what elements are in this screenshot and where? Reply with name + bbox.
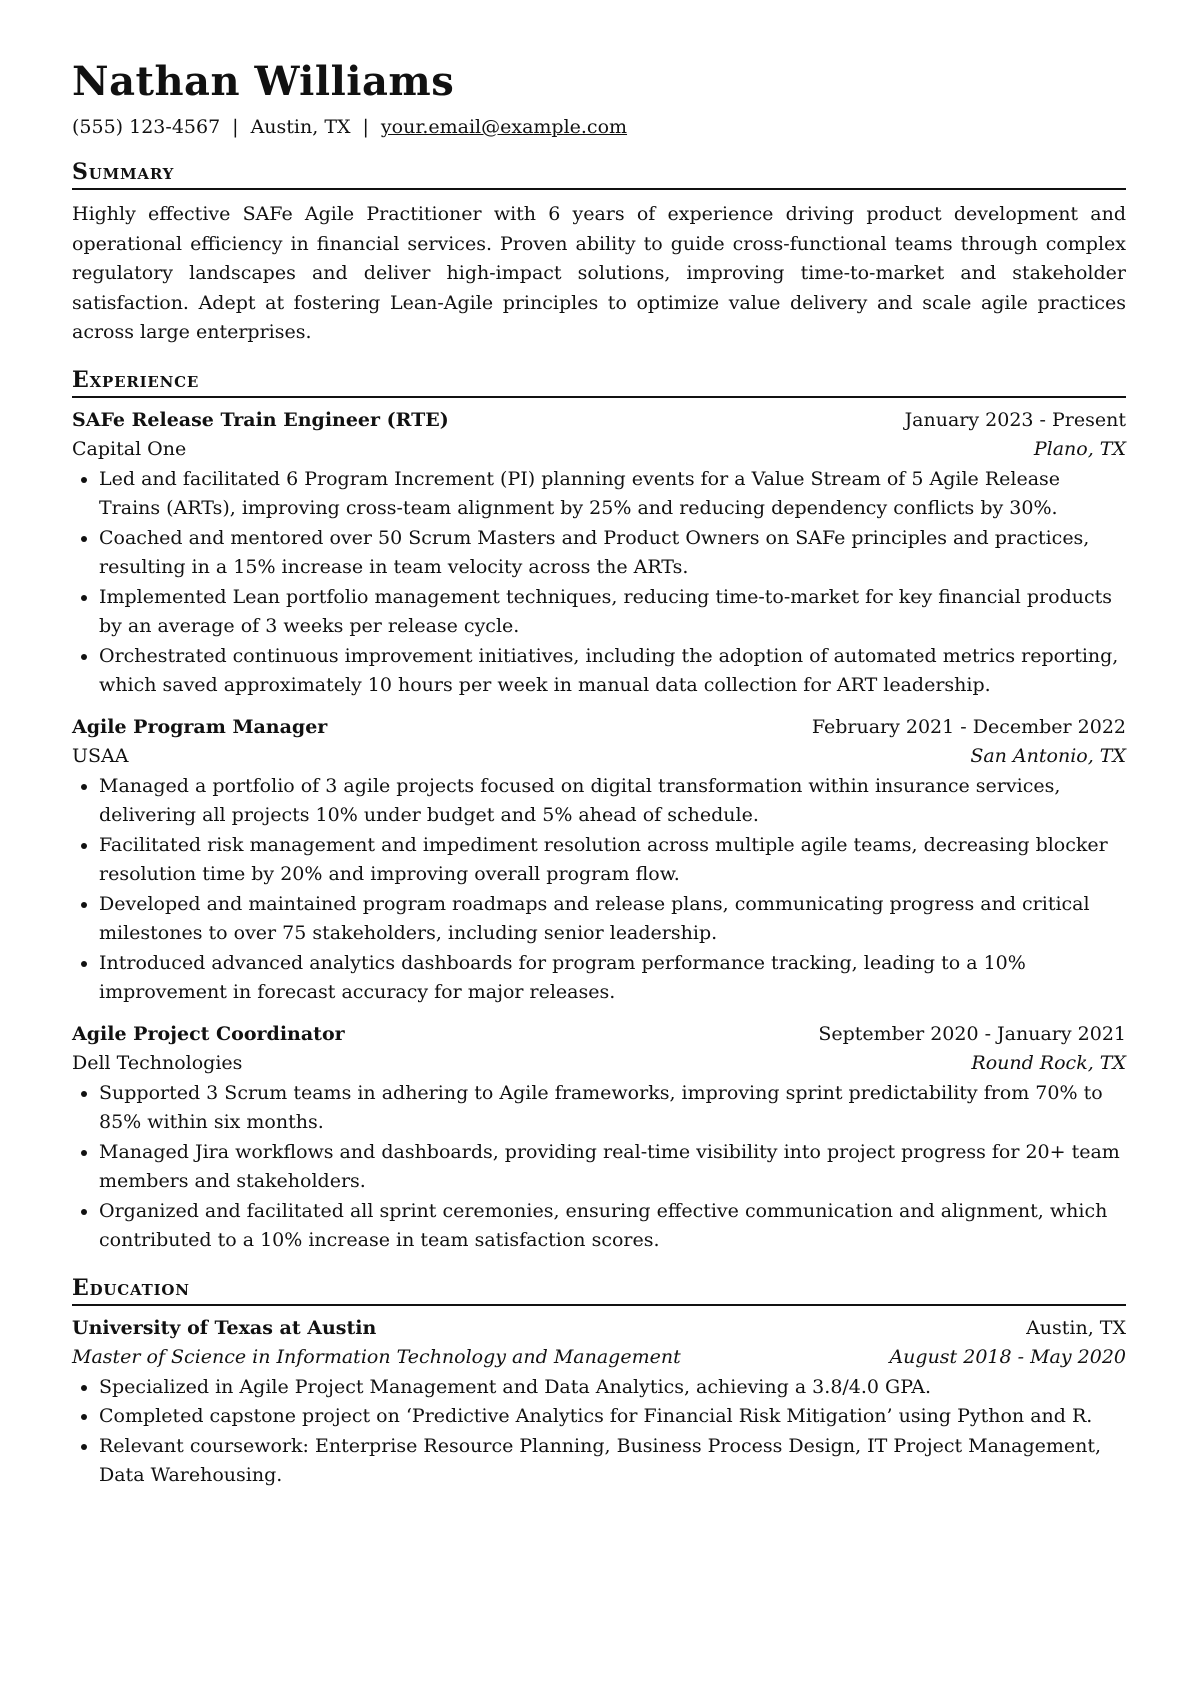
bullet-list: [72, 1079, 1126, 1256]
list-item: • Introduced advanced analytics dashboards for program performance tracking, leading to a 10% improvement in forecast accuracy for major releases.: [99, 949, 1126, 1008]
list-item: • Managed a portfolio of 3 agile projects focused on digital transformation within insurance services, delivering all projects 10% under budget and 5% ahead of schedule.: [99, 772, 1126, 831]
list-item: • Implemented Lean portfolio management techniques, reducing time-to-market for key financial products by an average of 3 weeks per release cycle.: [99, 583, 1126, 642]
list-item: • Relevant coursework: Enterprise Resource Planning, Business Process Design, IT Project Management, Data Warehousing.: [99, 1432, 1126, 1491]
job-location: San Antonio, TX: [970, 745, 1126, 767]
company: Dell Technologies: [72, 1052, 243, 1074]
job-title: Agile Program Manager: [72, 715, 328, 738]
section-title-education: Education: [72, 1274, 1126, 1306]
list-item: • Developed and maintained program roadmaps and release plans, communicating progress and critical milestones to over 75 stakeholders, including senior leadership.: [99, 890, 1126, 949]
bullet-list: [72, 1373, 1126, 1491]
job-dates: September 2020 - January 2021: [818, 1022, 1126, 1045]
experience-entry: [72, 713, 1126, 1008]
section-title-experience: Experience: [72, 366, 1126, 398]
list-item: • Coached and mentored over 50 Scrum Masters and Product Owners on SAFe principles and practices, resulting in a 15% increase in team velocity across the ARTs.: [99, 524, 1126, 583]
company: Capital One: [72, 438, 187, 460]
job-title: SAFe Release Train Engineer (RTE): [72, 408, 449, 431]
contact-line: [72, 114, 1126, 140]
list-item: • Specialized in Agile Project Management and Data Analytics, achieving a 3.8/4.0 GPA.: [99, 1373, 1126, 1403]
company: USAA: [72, 745, 129, 767]
bullet-list: [72, 465, 1126, 701]
separator: |: [232, 116, 239, 138]
list-item: • Managed Jira workflows and dashboards, providing real-time visibility into project progress for 20+ team members and stakeholders.: [99, 1138, 1126, 1197]
phone: (555) 123-4567: [72, 116, 221, 138]
location: Austin, TX: [250, 116, 351, 138]
school-name: University of Texas at Austin: [72, 1316, 377, 1339]
list-item: • Facilitated risk management and impediment resolution across multiple agile teams, decreasing blocker resolution time by 20% and improving overall program flow.: [99, 831, 1126, 890]
email-link[interactable]: your.email@example.com: [380, 116, 628, 138]
school-location: Austin, TX: [1026, 1316, 1126, 1339]
list-item: • Supported 3 Scrum teams in adhering to Agile frameworks, improving sprint predictability from 70% to 85% within six months.: [99, 1079, 1126, 1138]
list-item: • Completed capstone project on ‘Predictive Analytics for Financial Risk Mitigation’ using Python and R.: [99, 1402, 1126, 1432]
candidate-name: Nathan Williams: [72, 58, 455, 105]
list-item: • Led and facilitated 6 Program Increment (PI) planning events for a Value Stream of 5 Agile Release Trains (ARTs), improving cross-team alignment by 25% and reducing dependency conflicts by 30%.: [99, 465, 1126, 524]
separator: |: [362, 116, 369, 138]
job-title: Agile Project Coordinator: [72, 1022, 345, 1045]
education-dates: August 2018 - May 2020: [889, 1346, 1126, 1368]
list-item: • Organized and facilitated all sprint ceremonies, ensuring effective communication and alignment, which contributed to a 10% increase in team satisfaction scores.: [99, 1197, 1126, 1256]
list-item: • Orchestrated continuous improvement initiatives, including the adoption of automated metrics reporting, which saved approximately 10 hours per week in manual data collection for ART leadership.: [99, 642, 1126, 701]
job-dates: February 2021 - December 2022: [811, 715, 1126, 738]
experience-entry: [72, 1020, 1126, 1256]
job-dates: January 2023 - Present: [904, 408, 1126, 431]
job-location: Round Rock, TX: [971, 1052, 1126, 1074]
job-location: Plano, TX: [1033, 438, 1126, 460]
bullet-list: [72, 772, 1126, 1008]
summary-text: Highly effective SAFe Agile Practitioner with 6 years of experience driving product development and operational efficiency in financial services. Proven ability to guide cross-functional teams through complex regulatory landscapes and deliver high-impact solutions, improving time-to-market and stakeholder satisfaction. Adept at fostering Lean-Agile principles to optimize value delivery and scale agile practices across large enterprises.: [72, 203, 1126, 343]
education-entry: [72, 1314, 1126, 1491]
degree: Master of Science in Information Technology and Management: [72, 1346, 681, 1368]
experience-entry: [72, 406, 1126, 701]
section-title-summary: Summary: [72, 158, 1126, 190]
